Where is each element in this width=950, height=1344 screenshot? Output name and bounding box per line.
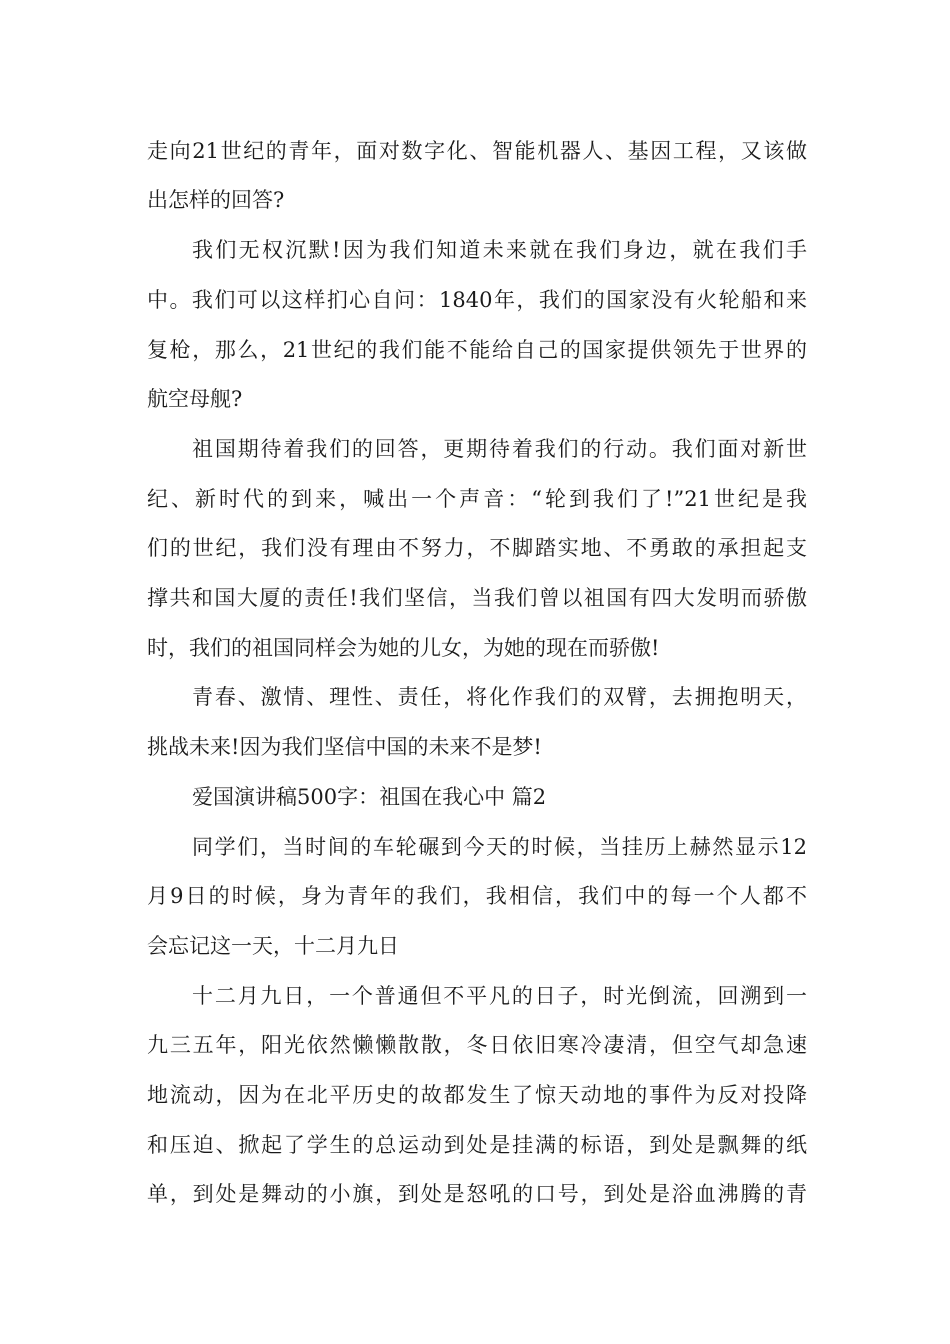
text-line: 时，我们的祖国同样会为她的儿女，为她的现在而骄傲! — [147, 636, 660, 660]
section-heading: 爱国演讲稿500字：祖国在我心中 篇2 — [192, 785, 547, 809]
text-line: 九三五年，阳光依然懒懒散散，冬日依旧寒冷凄清，但空气却急速 — [147, 1033, 807, 1057]
text-line: 十二月九日，一个普通但不平凡的日子，时光倒流，回溯到一 — [192, 984, 807, 1008]
text-line: 走向21世纪的青年，面对数字化、智能机器人、基因工程，又该做 — [147, 139, 807, 163]
text-line: 出怎样的回答? — [147, 188, 285, 212]
text-line: 中。我们可以这样扪心自问：1840年，我们的国家没有火轮船和来 — [147, 288, 807, 312]
text-line: 航空母舰? — [147, 387, 243, 411]
text-line: 地流动，因为在北平历史的故都发生了惊天动地的事件为反对投降 — [147, 1083, 807, 1107]
text-line: 单，到处是舞动的小旗，到处是怒吼的口号，到处是浴血沸腾的青 — [147, 1182, 807, 1206]
text-line: 月9日的时候，身为青年的我们，我相信，我们中的每一个人都不 — [147, 884, 807, 908]
text-line: 会忘记这一天，十二月九日 — [147, 934, 399, 958]
text-line: 挑战未来!因为我们坚信中国的未来不是梦! — [147, 735, 542, 759]
text-line: 撑共和国大厦的责任!我们坚信，当我们曾以祖国有四大发明而骄傲 — [147, 586, 807, 610]
text-line: 复枪，那么，21世纪的我们能不能给自己的国家提供领先于世界的 — [147, 338, 807, 362]
text-line: 和压迫、掀起了学生的总运动到处是挂满的标语，到处是飘舞的纸 — [147, 1133, 807, 1157]
text-line: 我们无权沉默!因为我们知道未来就在我们身边，就在我们手 — [192, 238, 807, 262]
text-line: 祖国期待着我们的回答，更期待着我们的行动。我们面对新世 — [192, 437, 807, 461]
text-line: 纪、新时代的到来，喊出一个声音：“轮到我们了!”21世纪是我 — [147, 487, 807, 511]
text-line: 同学们，当时间的车轮碾到今天的时候，当挂历上赫然显示12 — [192, 835, 807, 859]
text-line: 青春、激情、理性、责任，将化作我们的双臂，去拥抱明天， — [192, 685, 807, 709]
text-line: 们的世纪，我们没有理由不努力，不脚踏实地、不勇敢的承担起支 — [147, 536, 807, 560]
